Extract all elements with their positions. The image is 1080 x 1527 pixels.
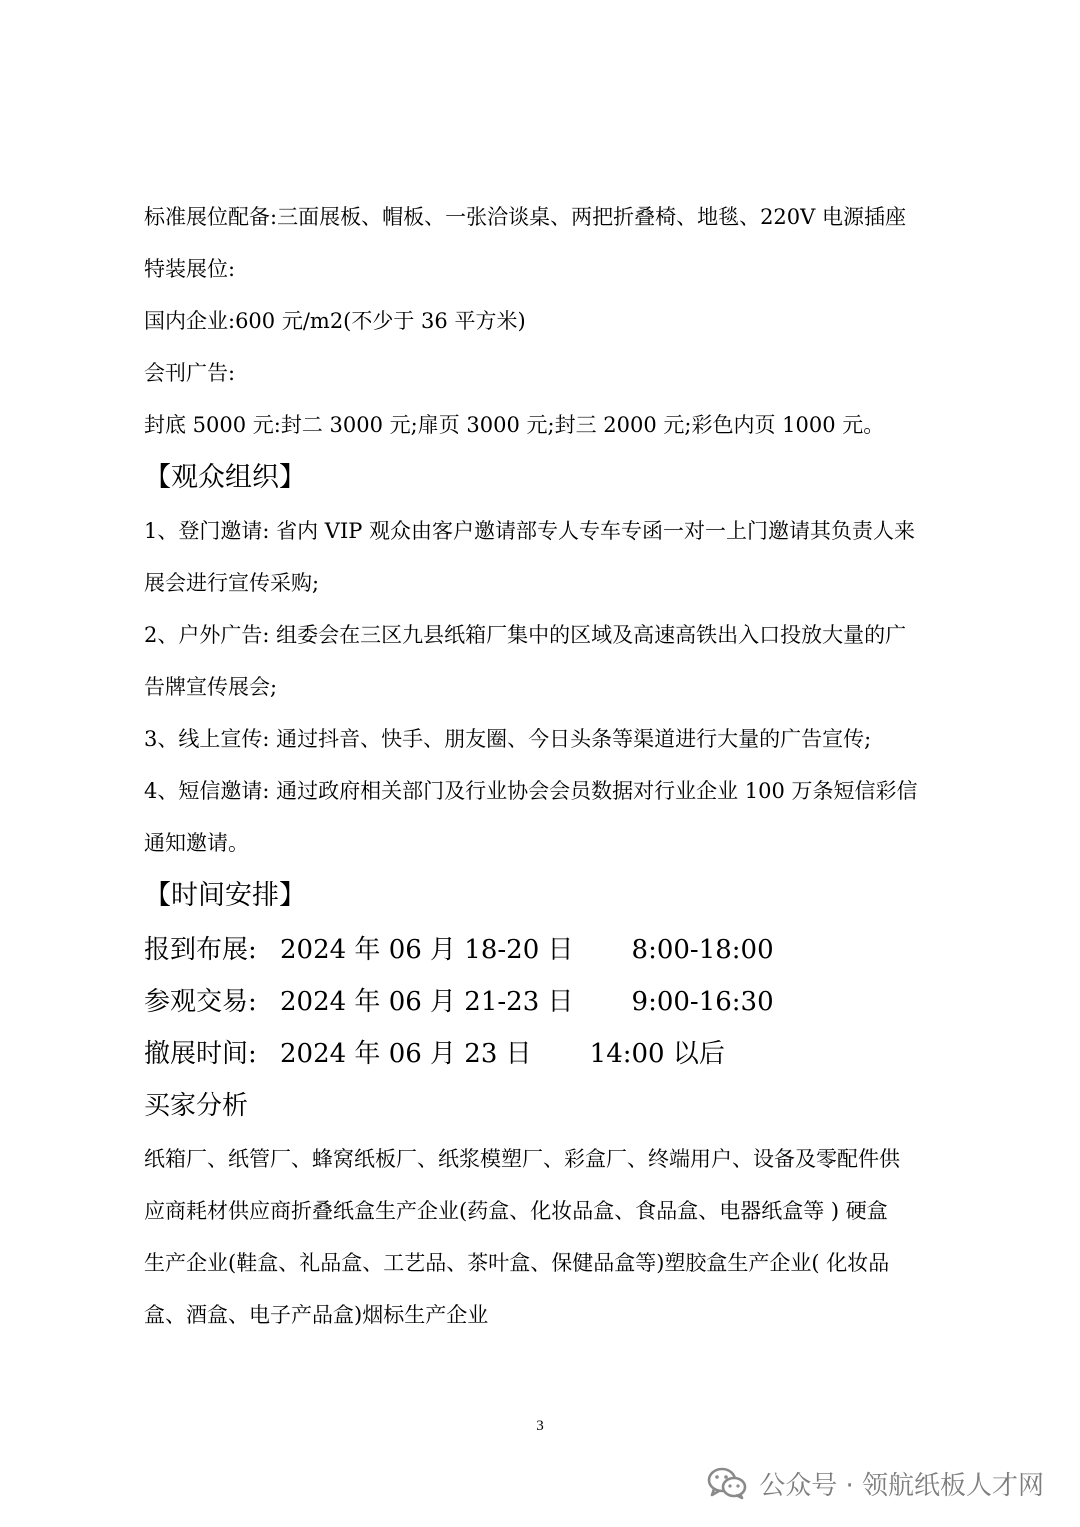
schedule-time: 9:00-16:30: [631, 987, 774, 1017]
schedule-label: 撤展时间:: [144, 1039, 257, 1069]
schedule-row-trade: [144, 984, 774, 1020]
schedule-label: 报到布展:: [144, 935, 257, 965]
audience-item-2-line-1: 2、户外广告: 组委会在三区九县纸箱厂集中的区域及高速高铁出入口投放大量的广: [144, 623, 907, 647]
ads-prices-line: 封底 5000 元:封二 3000 元;扉页 3000 元;封三 2000 元;彩色内页 1000 元。: [144, 413, 885, 437]
page-number: 3: [536, 1418, 544, 1434]
audience-heading: 【观众组织】: [144, 462, 306, 493]
buyers-heading: 买家分析: [144, 1091, 249, 1121]
audience-item-4-line-1: 4、短信邀请: 通过政府相关部门及行业协会会员数据对行业企业 100 万条短信彩信: [144, 779, 918, 803]
audience-item-3-line-1: 3、线上宣传: 通过抖音、快手、朋友圈、今日头条等渠道进行大量的广告宣传;: [144, 727, 872, 751]
special-booth-title: 特装展位:: [144, 257, 236, 281]
wechat-icon: [707, 1466, 747, 1500]
buyers-line-3: 生产企业(鞋盒、礼品盒、工艺品、茶叶盒、保健品盒等)塑胶盒生产企业( 化妆品: [144, 1251, 890, 1275]
schedule-heading: 【时间安排】: [144, 880, 306, 911]
ads-title: 会刊广告:: [144, 361, 236, 385]
audience-item-1-line-1: 1、登门邀请: 省内 VIP 观众由客户邀请部专人专车专函一对一上门邀请其负责人来: [144, 519, 916, 543]
schedule-label: 参观交易:: [144, 987, 257, 1017]
audience-item-1-line-2: 展会进行宣传采购;: [144, 571, 320, 595]
audience-item-2-line-2: 告牌宣传展会;: [144, 675, 278, 699]
buyers-line-2: 应商耗材供应商折叠纸盒生产企业(药盒、化妆品盒、食品盒、电器纸盒等 ) 硬盒: [144, 1199, 888, 1223]
schedule-date: 2024 年 06 月 18-20 日: [280, 935, 574, 965]
buyers-line-4: 盒、酒盒、电子产品盒)烟标生产企业: [144, 1303, 489, 1327]
domestic-price-line: 国内企业:600 元/m2(不少于 36 平方米): [144, 309, 526, 333]
schedule-row-teardown: [144, 1036, 725, 1072]
schedule-row-setup: [144, 932, 774, 968]
watermark: [707, 1463, 1044, 1503]
schedule-date: 2024 年 06 月 21-23 日: [280, 987, 574, 1017]
buyers-line-1: 纸箱厂、纸管厂、蜂窝纸板厂、纸浆模塑厂、彩盒厂、终端用户、设备及零配件供: [144, 1147, 900, 1171]
audience-item-4-line-2: 通知邀请。: [144, 831, 249, 855]
standard-booth-line: 标准展位配备:三面展板、帽板、一张洽谈桌、两把折叠椅、地毯、220V 电源插座: [144, 205, 906, 229]
schedule-date: 2024 年 06 月 23 日: [280, 1039, 532, 1069]
schedule-time: 8:00-18:00: [631, 935, 774, 965]
schedule-time: 14:00 以后: [589, 1039, 725, 1069]
watermark-text: 公众号 · 领航纸板人才网: [759, 1470, 1044, 1501]
